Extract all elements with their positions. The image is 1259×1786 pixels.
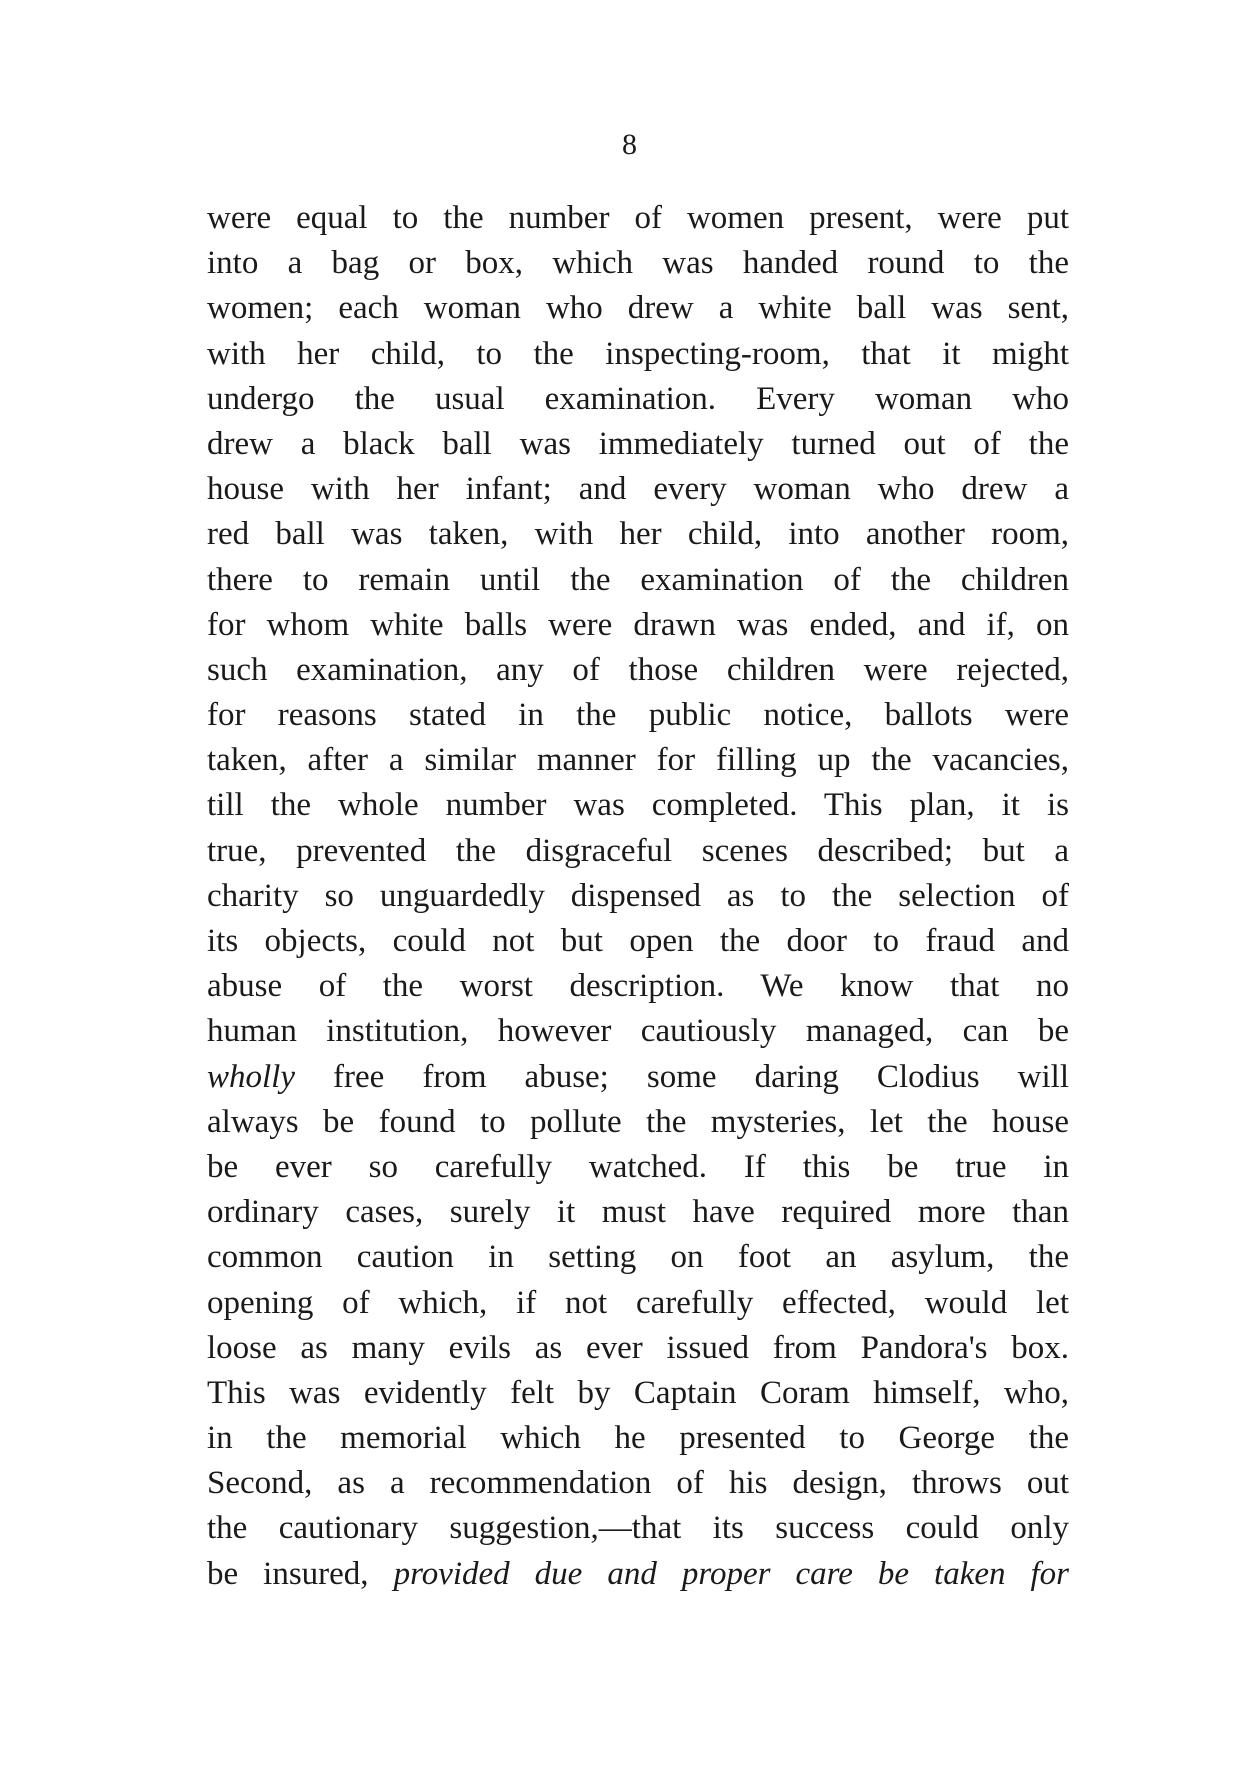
text-line-wholly	[207, 1055, 1069, 1100]
text-line: Second, as a recommendation of his design, throws out	[207, 1465, 1069, 1502]
text-line: into a bag or box, which was handed round to the	[207, 245, 1069, 282]
text-line: for reasons stated in the public notice, ballots were	[207, 697, 1069, 734]
text-line: its objects, could not but open the door to fraud and	[207, 923, 1069, 959]
text-line-last	[207, 1552, 1069, 1597]
text-line: house with her infant; and every woman who drew a	[207, 471, 1069, 508]
text-run: be insured,	[207, 1555, 369, 1592]
italic-word: wholly	[207, 1058, 295, 1095]
text-line: red ball was taken, with her child, into another room,	[207, 516, 1069, 553]
text-line: for whom white balls were drawn was ended, and if, on	[207, 606, 1069, 643]
text-line: taken, after a similar manner for filling up the vacancies,	[207, 742, 1069, 779]
text-line: true, prevented the disgraceful scenes described; but a	[207, 832, 1069, 869]
body-text	[207, 196, 1069, 1597]
text-line: there to remain until the examination of the children	[207, 561, 1069, 598]
text-line: be ever so carefully watched. If this be true in	[207, 1148, 1069, 1185]
text-line: the cautionary suggestion,—that its success could only	[207, 1510, 1069, 1547]
text-line: were equal to the number of women present, were put	[207, 200, 1069, 236]
text-line: charity so unguardedly dispensed as to the selection of	[207, 877, 1069, 914]
text-run: free from abuse; some daring Clodius will	[333, 1058, 1070, 1095]
text-line: undergo the usual examination. Every woman who	[207, 380, 1069, 417]
text-line: common caution in setting on foot an asylum, the	[207, 1239, 1069, 1276]
text-line: women; each woman who drew a white ball was sent,	[207, 290, 1069, 327]
italic-phrase: provided due and proper care be taken for	[393, 1555, 1070, 1592]
text-line: with her child, to the inspecting-room, that it might	[207, 335, 1069, 372]
text-line: drew a black ball was immediately turned out of the	[207, 425, 1069, 462]
text-line: always be found to pollute the mysteries, let the house	[207, 1103, 1069, 1140]
text-line: abuse of the worst description. We know that no	[207, 968, 1069, 1005]
text-line: opening of which, if not carefully effected, would let	[207, 1284, 1069, 1321]
page-number: 8	[622, 128, 637, 161]
text-line: This was evidently felt by Captain Coram himself, who,	[207, 1374, 1069, 1411]
text-line: such examination, any of those children were rejected,	[207, 651, 1069, 688]
text-line: loose as many evils as ever issued from Pandora's box.	[207, 1329, 1069, 1366]
text-line: human institution, however cautiously managed, can be	[207, 1013, 1069, 1050]
text-line: till the whole number was completed. This plan, it is	[207, 787, 1069, 824]
text-line: in the memorial which he presented to George the	[207, 1420, 1069, 1457]
text-line: ordinary cases, surely it must have required more than	[207, 1194, 1069, 1231]
